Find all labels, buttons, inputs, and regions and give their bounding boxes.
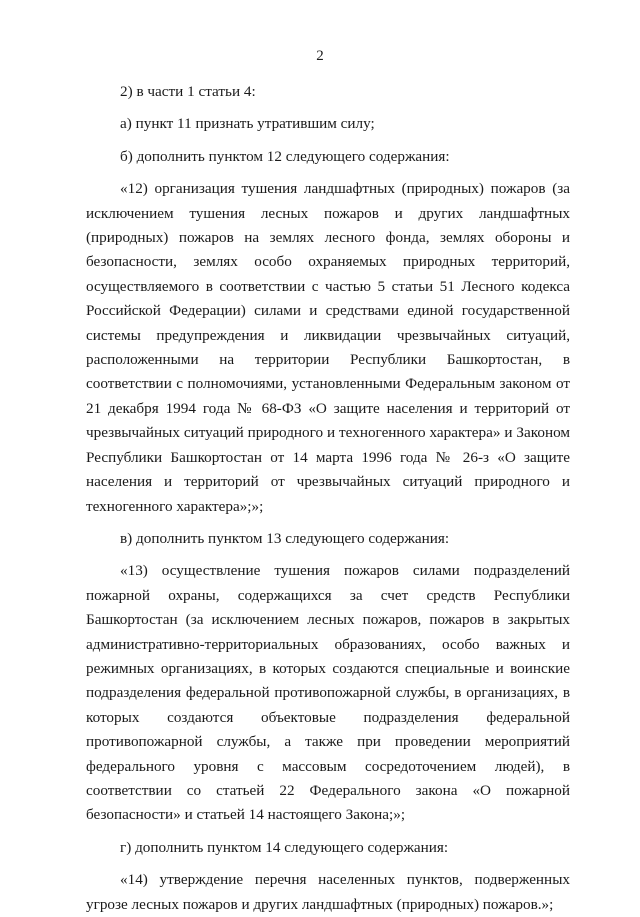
paragraph-item-v: в) дополнить пунктом 13 следующего содержания: xyxy=(120,529,450,547)
paragraph-point-14: «14) утверждение перечня населенных пунктов, подверженных угрозе лесных пожаров и других ландшафтных (природных) пожаров.»; xyxy=(86,871,570,913)
page-number: 2 xyxy=(316,48,324,64)
paragraph-point-13: «13) осуществление тушения пожаров силами подразделений пожарной охраны, содержащихся за счет средств Республики Башкортостан (за исключением лесных пожаров, пожаров в закрытых административно-территориальных образованиях, особо важных и режимных организациях, в которых создаются специальные и воинские подразделения федеральной противопожарной службы, в организациях, в которых создаются объектовые подразделения федеральной противопожарной службы, а также при проведении мероприятий федерального уровня с массовым сосредоточением людей), в соответствии со статьей 22 Федерального закона «О пожарной безопасности» и статьей 14 настоящего Закона;»; xyxy=(86,562,570,824)
paragraph-point-12: «12) организация тушения ландшафтных (природных) пожаров (за исключением тушения лесных пожаров и других ландшафтных (природных) пожаров на землях лесного фонда, землях обороны и безопасности, землях особо охраняемых природных территорий, осуществляемого в соответствии с частью 5 статьи 51 Лесного кодекса Российской Федерации) силами и средствами единой государственной системы предупреждения и ликвидации чрезвычайных ситуаций, расположенными на территории Республики Башкортостан, в соответствии с полномочиями, установленными Федеральным законом от 21 декабря 1994 года № 68-ФЗ «О защите населения и территорий от чрезвычайных ситуаций природного и техногенного характера» и Законом Республики Башкортостан от 14 марта 1996 года № 26-з «О защите населения и территорий от чрезвычайных ситуаций природного и техногенного характера»;»; xyxy=(86,180,570,515)
paragraph-item-a: а) пункт 11 признать утратившим силу; xyxy=(120,115,375,133)
paragraph-item-g: г) дополнить пунктом 14 следующего содержания: xyxy=(120,838,449,856)
document-body xyxy=(86,80,570,917)
paragraph-section-2: 2) в части 1 статьи 4: xyxy=(120,83,256,100)
paragraph-item-b: б) дополнить пунктом 12 следующего содержания: xyxy=(120,147,450,165)
